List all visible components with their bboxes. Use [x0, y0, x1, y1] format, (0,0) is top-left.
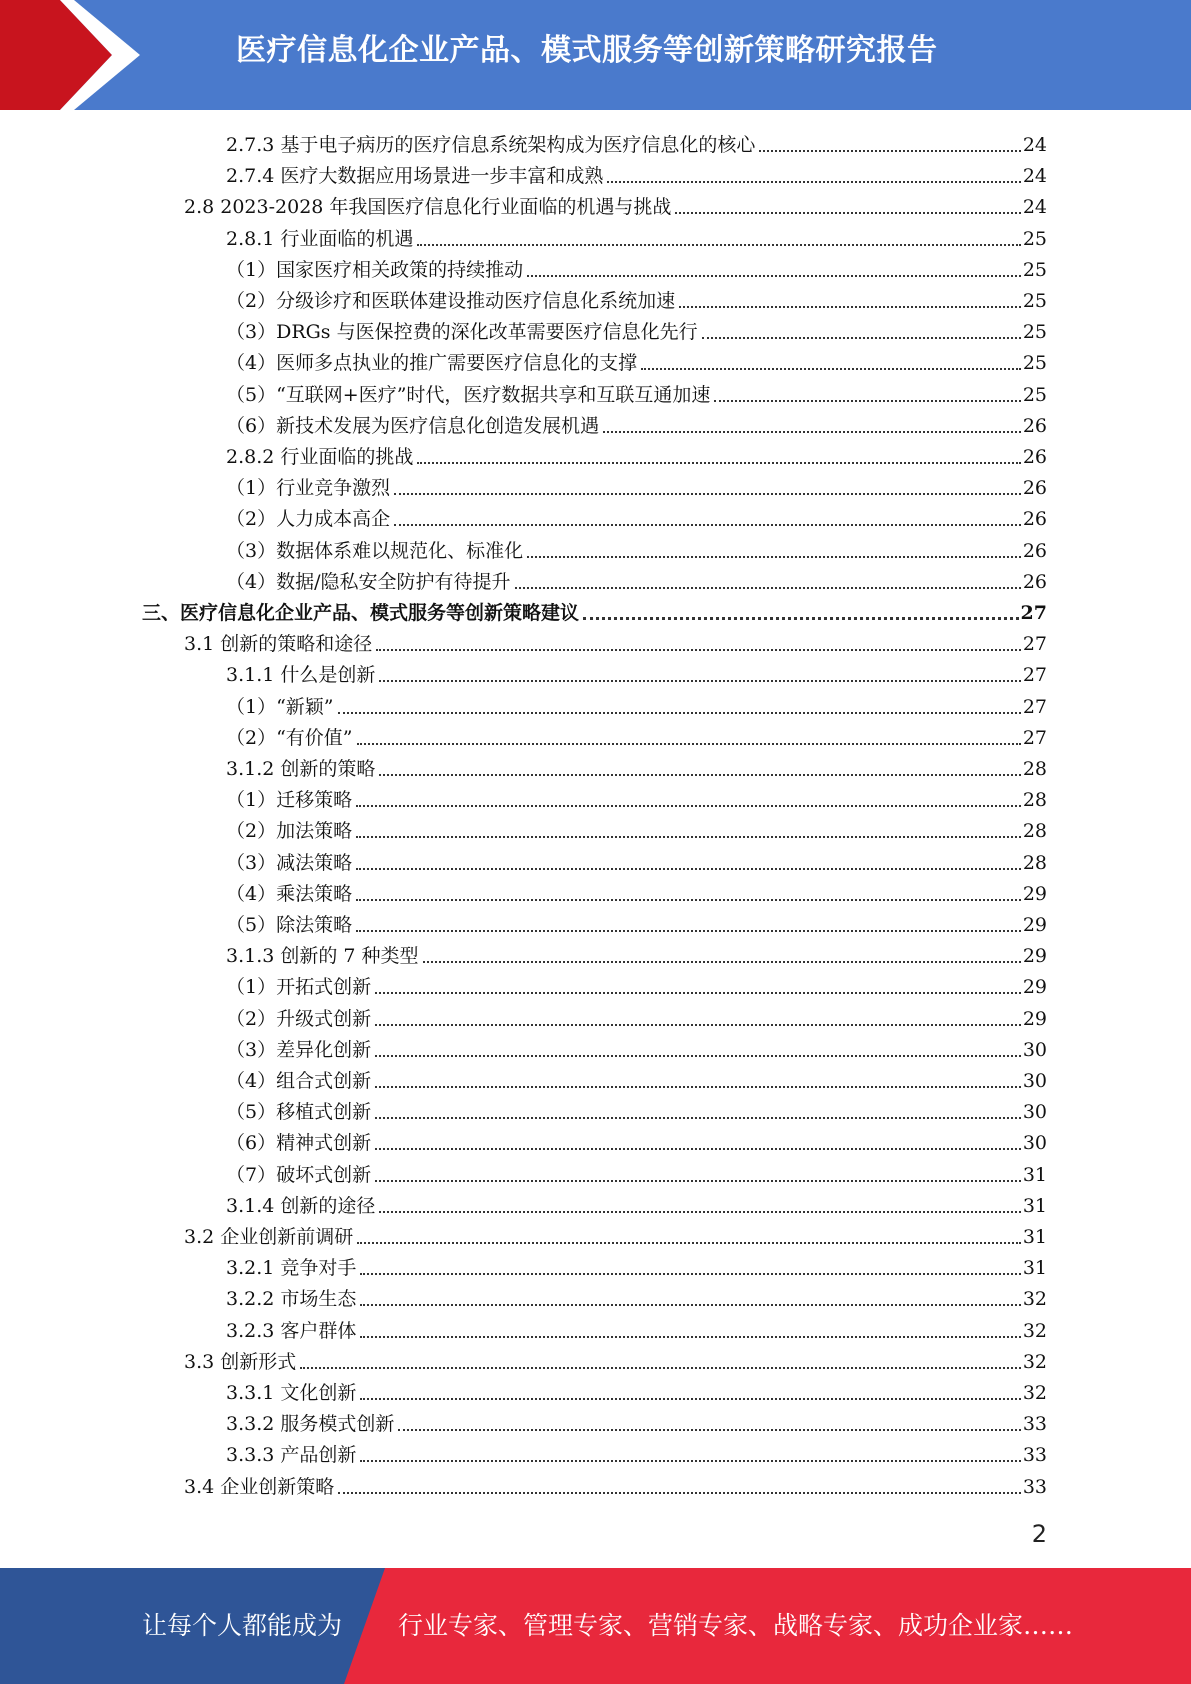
toc-entry-label: 3.3.2 服务模式创新	[226, 1413, 395, 1436]
toc-entry[interactable]	[184, 1468, 1047, 1499]
toc-entry-label: （1）开拓式创新	[226, 976, 372, 999]
toc-entry-page: 27	[1022, 633, 1047, 656]
toc-dot-leader	[675, 212, 1020, 214]
toc-dot-leader	[376, 649, 1021, 651]
toc-dot-leader	[423, 961, 1021, 963]
toc-dot-leader	[702, 337, 1021, 339]
toc-entry-label: （5）“互联网+医疗”时代，医疗数据共享和互联互通加速	[226, 383, 711, 406]
toc-entry-label: （6）精神式创新	[226, 1132, 372, 1155]
toc-dot-leader	[360, 1460, 1020, 1462]
toc-dot-leader	[417, 244, 1020, 246]
toc-entry-page: 25	[1022, 352, 1047, 375]
toc-entry[interactable]	[226, 157, 1047, 188]
toc-entry-label: （1）国家医疗相关政策的持续推动	[226, 258, 524, 281]
toc-entry-page: 27	[1020, 602, 1047, 624]
toc-entry-page: 27	[1022, 726, 1047, 749]
toc-entry-page: 30	[1022, 1070, 1047, 1092]
toc-entry-page: 31	[1022, 1226, 1047, 1248]
toc-dot-leader	[356, 805, 1021, 807]
toc-entry-label: 3.1 创新的策略和途径	[184, 633, 373, 656]
toc-entry-label: 3.2.3 客户群体	[226, 1319, 357, 1342]
page-footer	[0, 1568, 1191, 1684]
toc-dot-leader	[375, 992, 1021, 994]
toc-dot-leader	[641, 368, 1021, 370]
toc-entry-label: （3）DRGs 与医保控费的深化改革需要医疗信息化先行	[226, 321, 698, 344]
page-header	[0, 0, 1191, 110]
toc-entry-label: 3.3.1 文化创新	[226, 1382, 357, 1404]
toc-entry[interactable]	[226, 906, 1047, 937]
toc-entry[interactable]	[226, 812, 1047, 843]
header-chevron-icon	[0, 0, 160, 110]
toc-entry-page: 32	[1022, 1350, 1047, 1373]
toc-entry-label: 2.8.2 行业面临的挑战	[226, 446, 414, 468]
toc-entry-page: 28	[1022, 758, 1047, 780]
toc-dot-leader	[607, 181, 1020, 183]
toc-entry[interactable]	[226, 563, 1047, 594]
toc-entry-label: （2）“有价值”	[226, 726, 353, 749]
toc-entry-page: 33	[1022, 1475, 1047, 1498]
toc-entry-label: 3.2.2 市场生态	[226, 1288, 357, 1311]
toc-entry[interactable]	[226, 1374, 1047, 1405]
toc-entry[interactable]	[226, 532, 1047, 563]
toc-dot-leader	[300, 1367, 1021, 1369]
toc-entry[interactable]	[226, 875, 1047, 906]
toc-entry[interactable]	[226, 1062, 1047, 1093]
toc-entry-label: （3）差异化创新	[226, 1038, 372, 1061]
toc-entry[interactable]	[226, 844, 1047, 875]
toc-entry[interactable]	[226, 1436, 1047, 1467]
toc-entry[interactable]	[226, 719, 1047, 750]
toc-entry[interactable]	[226, 438, 1047, 469]
report-title: 医疗信息化企业产品、模式服务等创新策略研究报告	[236, 33, 938, 68]
toc-dot-leader	[394, 493, 1021, 495]
toc-entry[interactable]	[184, 1218, 1047, 1249]
toc-entry-label: （4）组合式创新	[226, 1070, 372, 1092]
toc-entry-label: （1）迁移策略	[226, 789, 353, 812]
toc-entry[interactable]	[226, 750, 1047, 781]
toc-dot-leader	[357, 1242, 1021, 1244]
toc-entry-label: （4）乘法策略	[226, 882, 353, 905]
toc-entry-page: 26	[1022, 508, 1047, 531]
toc-entry-page: 29	[1022, 945, 1047, 968]
toc-entry-page: 30	[1022, 1132, 1047, 1155]
toc-entry[interactable]	[226, 500, 1047, 531]
toc-dot-leader	[360, 1336, 1020, 1338]
toc-entry[interactable]	[226, 1124, 1047, 1155]
toc-dot-leader	[379, 1211, 1020, 1213]
toc-entry[interactable]	[226, 1280, 1047, 1311]
toc-entry-label: （3）数据体系难以规范化、标准化	[226, 539, 524, 562]
toc-dot-leader	[360, 1273, 1020, 1275]
toc-entry[interactable]	[226, 376, 1047, 407]
toc-dot-leader	[357, 743, 1021, 745]
footer-slogan-right: 行业专家、管理专家、营销专家、战略专家、成功企业家……	[398, 1611, 1074, 1640]
toc-dot-leader	[356, 930, 1021, 932]
toc-entry-page: 25	[1022, 290, 1047, 312]
toc-entry-label: （2）升级式创新	[226, 1007, 372, 1030]
toc-entry-label: （4）数据/隐私安全防护有待提升	[226, 570, 511, 593]
toc-entry-label: 3.4 企业创新策略	[184, 1475, 335, 1498]
toc-entry-label: 2.8.1 行业面临的机遇	[226, 227, 414, 250]
toc-entry-page: 32	[1022, 1288, 1047, 1311]
toc-dot-leader	[527, 556, 1021, 558]
toc-entry-page: 33	[1022, 1444, 1047, 1467]
toc-dot-leader	[356, 836, 1021, 838]
toc-entry-page: 26	[1022, 570, 1047, 593]
toc-entry[interactable]	[226, 1187, 1047, 1218]
toc-entry-label: 2.7.3 基于电子病历的医疗信息系统架构成为医疗信息化的核心	[226, 134, 756, 156]
toc-dot-leader	[356, 868, 1021, 870]
toc-dot-leader	[379, 774, 1020, 776]
toc-entry-page: 25	[1022, 227, 1047, 250]
toc-entry-page: 30	[1022, 1038, 1047, 1061]
toc-dot-leader	[338, 1492, 1021, 1494]
toc-entry[interactable]	[226, 251, 1047, 282]
toc-entry-label: （3）减法策略	[226, 851, 353, 874]
toc-dot-leader	[360, 1398, 1020, 1400]
toc-entry-page: 28	[1022, 820, 1047, 843]
toc-entry-label: 3.1.1 什么是创新	[226, 664, 376, 687]
toc-entry[interactable]	[226, 1405, 1047, 1436]
toc-entry-page: 32	[1022, 1319, 1047, 1342]
toc-entry-label: 3.2.1 竞争对手	[226, 1257, 357, 1280]
toc-entry-page: 26	[1022, 446, 1047, 468]
toc-entry-page: 26	[1022, 477, 1047, 500]
toc-entry[interactable]	[184, 625, 1047, 656]
toc-dot-leader	[360, 1304, 1020, 1306]
toc-entry-page: 24	[1022, 165, 1047, 188]
toc-entry[interactable]	[226, 313, 1047, 344]
toc-dot-leader	[679, 306, 1021, 308]
toc-entry-page: 26	[1022, 539, 1047, 562]
toc-dot-leader	[375, 1148, 1021, 1150]
toc-entry-page: 24	[1022, 134, 1047, 156]
toc-dot-leader	[515, 587, 1021, 589]
toc-entry[interactable]	[226, 688, 1047, 719]
toc-dot-leader	[527, 275, 1021, 277]
toc-entry[interactable]	[226, 968, 1047, 999]
toc-entry[interactable]	[226, 282, 1047, 313]
toc-entry-label: 3.1.2 创新的策略	[226, 758, 376, 780]
toc-entry-page: 33	[1022, 1413, 1047, 1436]
toc-entry[interactable]	[226, 1000, 1047, 1031]
toc-dot-leader	[714, 400, 1020, 402]
toc-dot-leader	[394, 524, 1021, 526]
toc-entry-label: （5）除法策略	[226, 914, 353, 936]
toc-entry-label: （1）行业竞争激烈	[226, 477, 391, 500]
toc-entry[interactable]	[226, 937, 1047, 968]
toc-entry[interactable]	[226, 469, 1047, 500]
toc-dot-leader	[603, 431, 1021, 433]
toc-dot-leader	[398, 1429, 1020, 1431]
toc-entry-page: 31	[1022, 1257, 1047, 1280]
toc-entry[interactable]	[226, 656, 1047, 687]
toc-dot-leader	[417, 462, 1020, 464]
toc-entry[interactable]	[226, 1031, 1047, 1062]
footer-slogan-left: 让每个人都能成为	[142, 1611, 343, 1640]
toc-entry-page: 27	[1022, 664, 1047, 687]
toc-entry-page: 25	[1022, 321, 1047, 344]
toc-entry-label: 3.1.4 创新的途径	[226, 1194, 376, 1217]
toc-entry-label: 3.3 创新形式	[184, 1350, 297, 1373]
toc-dot-leader	[375, 1055, 1021, 1057]
toc-dot-leader	[759, 150, 1020, 152]
toc-entry[interactable]	[226, 344, 1047, 375]
toc-dot-leader	[375, 1117, 1021, 1119]
toc-entry-page: 29	[1022, 914, 1047, 936]
toc-entry-label: （4）医师多点执业的推广需要医疗信息化的支撑	[226, 352, 638, 375]
toc-entry[interactable]	[142, 594, 1047, 625]
toc-entry[interactable]	[226, 1249, 1047, 1280]
toc-entry[interactable]	[226, 781, 1047, 812]
toc-entry[interactable]	[184, 188, 1047, 219]
toc-entry-label: （2）人力成本高企	[226, 508, 391, 531]
toc-dot-leader	[379, 680, 1020, 682]
toc-entry-label: （2）分级诊疗和医联体建设推动医疗信息化系统加速	[226, 290, 676, 312]
toc-entry-label: 3.2 企业创新前调研	[184, 1226, 354, 1248]
toc-entry[interactable]	[226, 126, 1047, 157]
toc-entry-label: 3.1.3 创新的 7 种类型	[226, 945, 419, 968]
toc-entry-page: 28	[1022, 851, 1047, 874]
toc-entry-label: （6）新技术发展为医疗信息化创造发展机遇	[226, 414, 600, 437]
toc-entry-label: （7）破坏式创新	[226, 1163, 372, 1186]
toc-dot-leader	[356, 899, 1021, 901]
toc-entry-page: 28	[1022, 789, 1047, 812]
toc-entry-label: （1）“新颖”	[226, 695, 334, 718]
toc-entry[interactable]	[226, 407, 1047, 438]
toc-dot-leader	[375, 1024, 1021, 1026]
toc-entry-page: 26	[1022, 414, 1047, 437]
toc-entry-page: 31	[1022, 1163, 1047, 1186]
toc-entry-label: （5）移植式创新	[226, 1101, 372, 1124]
toc-entry-label: 3.3.3 产品创新	[226, 1444, 357, 1467]
toc-dot-leader	[375, 1086, 1021, 1088]
toc-entry[interactable]	[226, 1312, 1047, 1343]
toc-entry-page: 24	[1022, 196, 1047, 219]
toc-dot-leader	[375, 1180, 1021, 1182]
toc-entry[interactable]	[226, 1093, 1047, 1124]
page-number: 2	[1031, 1520, 1047, 1548]
toc-entry[interactable]	[226, 220, 1047, 251]
toc-entry-page: 32	[1022, 1382, 1047, 1404]
toc-entry-page: 27	[1022, 695, 1047, 718]
toc-entry-label: 2.8 2023-2028 年我国医疗信息化行业面临的机遇与挑战	[184, 196, 672, 219]
toc-entry-label: （2）加法策略	[226, 820, 353, 843]
toc-entry-label: 三、医疗信息化企业产品、模式服务等创新策略建议	[142, 602, 580, 624]
toc-entry-page: 25	[1022, 258, 1047, 281]
toc-entry-label: 2.7.4 医疗大数据应用场景进一步丰富和成熟	[226, 165, 604, 188]
toc-entry[interactable]	[226, 1156, 1047, 1187]
toc-dot-leader	[338, 712, 1021, 714]
toc-entry[interactable]	[184, 1343, 1047, 1374]
toc-entry-page: 29	[1022, 976, 1047, 999]
toc-dot-leader	[583, 617, 1019, 620]
toc-entry-page: 30	[1022, 1101, 1047, 1124]
toc-entry-page: 31	[1022, 1194, 1047, 1217]
toc-entry-page: 29	[1022, 1007, 1047, 1030]
toc-entry-page: 29	[1022, 882, 1047, 905]
toc-entry-page: 25	[1022, 383, 1047, 406]
